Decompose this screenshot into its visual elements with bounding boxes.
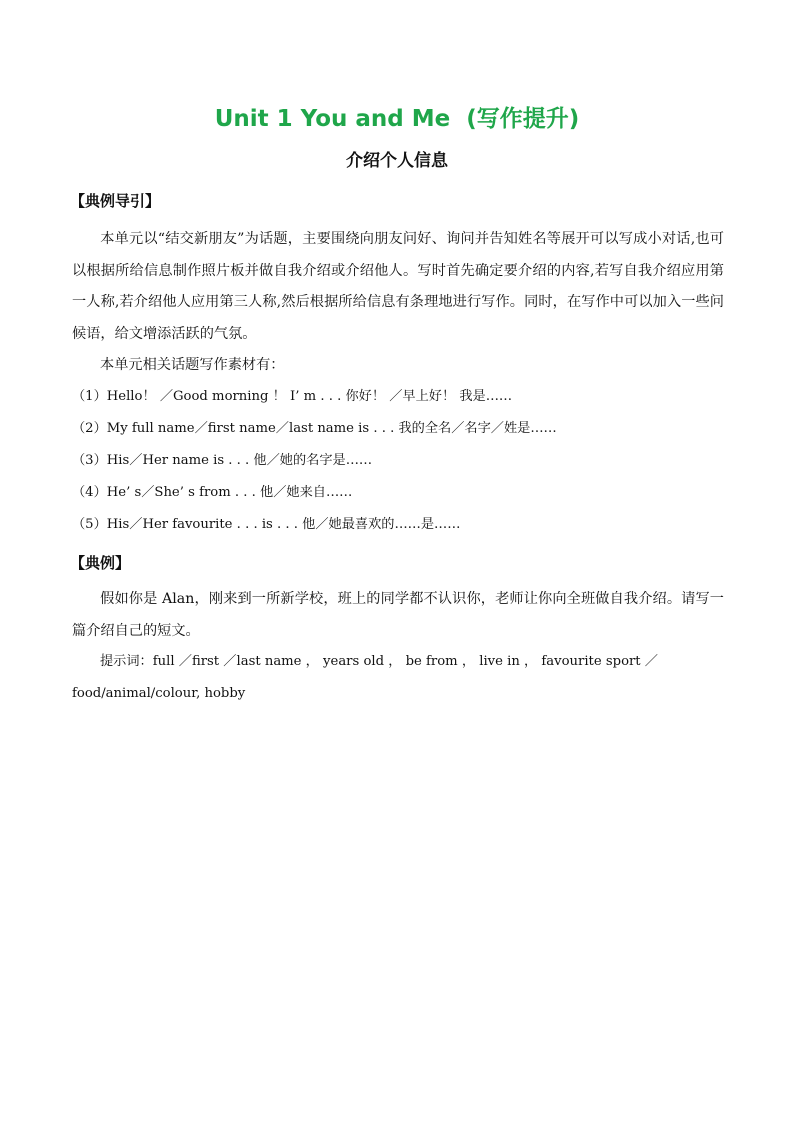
material-item: （3）His／Her name is . . . 他／她的名字是……: [72, 453, 373, 468]
material-item: （4）He’ s／She’ s from . . . 他／她来自……: [72, 485, 353, 500]
hint-line-continued: food/animal/colour, hobby: [72, 686, 246, 701]
materials-intro: [72, 350, 724, 382]
section-heading-example: 【典例】: [70, 554, 131, 572]
page-subtitle: 介绍个人信息: [346, 151, 448, 171]
page-title: [0, 100, 794, 133]
guide-paragraph-text: 本单元以“结交新朋友”为话题，主要围绕向朋友问好、询问并告知姓名等展开可以写成小对话,也可以根据所给信息制作照片板并做自我介绍或介绍他人。写时首先确定要介绍的内容,若写自我介绍应用第一人称,若介绍他人应用第三人称,然后根据所给信息有条理地进行写作。同时，在写作中可以加入一些问候语，给文增添活跃的气氛。: [72, 231, 724, 342]
material-item: （2）My full name／first name／last name is . . . 我的全名／名字／姓是……: [72, 421, 557, 436]
task-paragraph: [72, 584, 724, 647]
title-note: (写作提升): [466, 106, 580, 132]
material-item: （5）His／Her favourite . . . is . . . 他／她最喜欢的……是……: [72, 517, 461, 532]
title-main: Unit 1 You and Me: [214, 106, 451, 132]
materials-intro-text: 本单元相关话题写作素材有：: [100, 357, 285, 373]
guide-paragraph: [72, 224, 724, 350]
section-heading-guide: 【典例导引】: [70, 192, 161, 210]
hint-line: 提示词：full ／first ／last name ， years old ， be from ， live in ， favourite sport ／: [100, 654, 658, 669]
task-paragraph-text: 假如你是 Alan，刚来到一所新学校，班上的同学都不认识你，老师让你向全班做自我介绍。请写一篇介绍自己的短文。: [72, 591, 724, 639]
material-item: （1）Hello！ ／Good morning ！ I’ m . . . 你好！ ／早上好！ 我是……: [72, 389, 513, 404]
